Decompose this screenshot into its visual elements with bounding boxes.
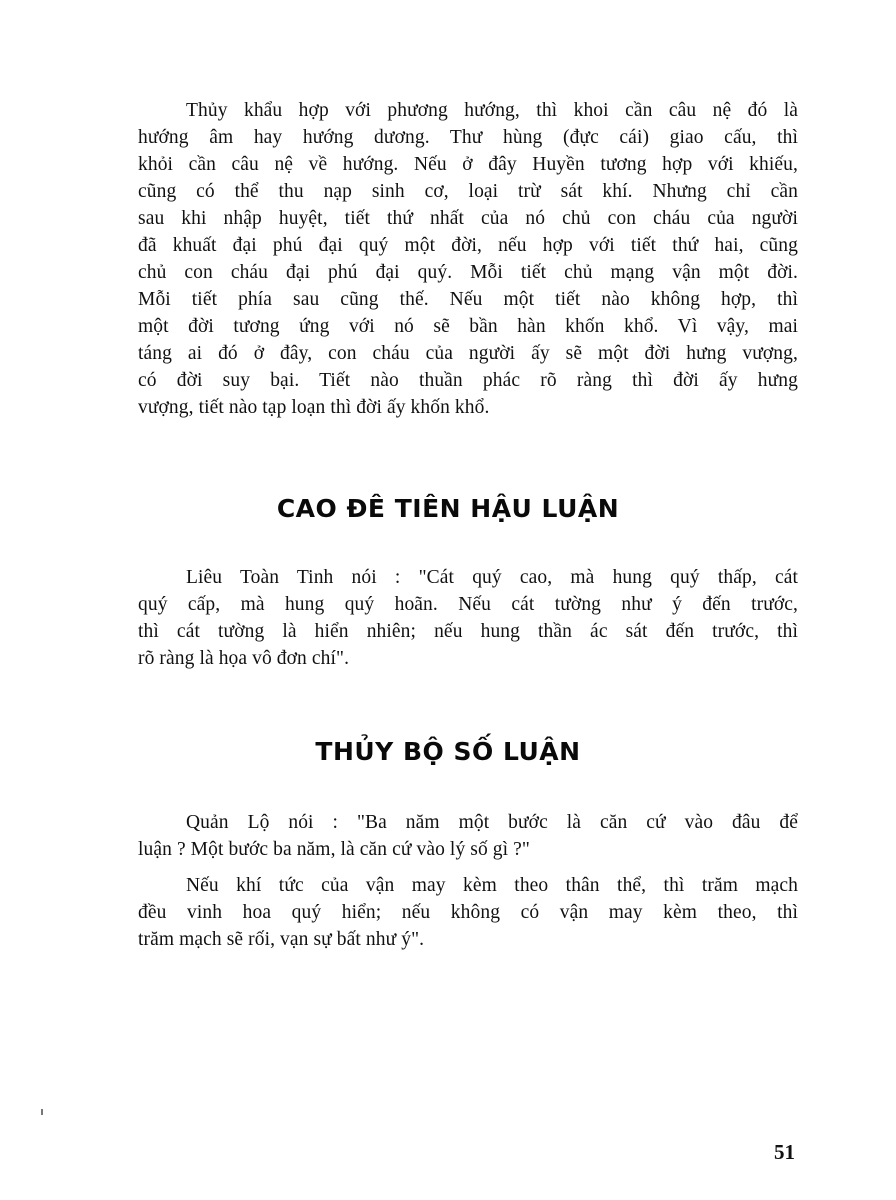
text-line: hướng âm hay hướng dương. Thư hùng (đực cái) giao cấu, thì: [138, 127, 798, 148]
text-line: vượng, tiết nào tạp loạn thì đời ấy khốn khổ.: [138, 397, 490, 418]
text-line: chủ con cháu đại phú đại quý. Mỗi tiết chủ mạng vận một đời.: [138, 262, 798, 283]
text-line: sau khi nhập huyệt, tiết thứ nhất của nó chủ con cháu của người: [138, 208, 798, 229]
text-line: trăm mạch sẽ rối, vạn sự bất như ý".: [138, 929, 425, 950]
text-line: Quản Lộ nói : "Ba năm một bước là căn cứ vào đâu để: [186, 812, 798, 833]
text-line: một đời tương ứng với nó sẽ bần hàn khốn khổ. Vì vậy, mai: [138, 316, 798, 337]
text-line: cũng có thể thu nạp sinh cơ, loại trừ sát khí. Nhưng chỉ cần: [138, 181, 798, 202]
text-line: đều vinh hoa quý hiển; nếu không có vận may kèm theo, thì: [138, 902, 798, 923]
text-line: đã khuất đại phú đại quý một đời, nếu hợp với tiết thứ hai, cũng: [138, 235, 798, 256]
text-line: Mỗi tiết phía sau cũng thế. Nếu một tiết nào không hợp, thì: [138, 289, 798, 310]
section-heading-cao-de-tien-hau-luan: CAO ĐÊ TIÊN HẬU LUẬN: [276, 494, 620, 523]
text-line: táng ai đó ở đây, con cháu của người ấy sẽ một đời hưng vượng,: [138, 343, 798, 364]
text-line: luận ? Một bước ba năm, là căn cứ vào lý số gì ?": [138, 839, 530, 860]
page-number: 51: [774, 1140, 795, 1164]
text-line: Liêu Toàn Tinh nói : "Cát quý cao, mà hung quý thấp, cát: [186, 567, 798, 588]
text-line: Thủy khẩu hợp với phương hướng, thì khoi cần câu nệ đó là: [186, 100, 798, 121]
scan-speck: [41, 1109, 43, 1115]
section-heading-thuy-bo-so-luan: THỦY BỘ SỐ LUẬN: [315, 737, 581, 766]
text-line: có đời suy bại. Tiết nào thuần phác rõ ràng thì đời ấy hưng: [138, 370, 798, 391]
text-line: rõ ràng là họa vô đơn chí".: [138, 648, 350, 669]
text-line: thì cát tường là hiển nhiên; nếu hung thần ác sát đến trước, thì: [138, 621, 798, 642]
text-line: quý cấp, mà hung quý hoãn. Nếu cát tường như ý đến trước,: [138, 594, 798, 615]
text-line: khỏi cần câu nệ về hướng. Nếu ở đây Huyền tương hợp với khiếu,: [138, 154, 798, 175]
text-line: Nếu khí tức của vận may kèm theo thân thể, thì trăm mạch: [186, 875, 798, 896]
